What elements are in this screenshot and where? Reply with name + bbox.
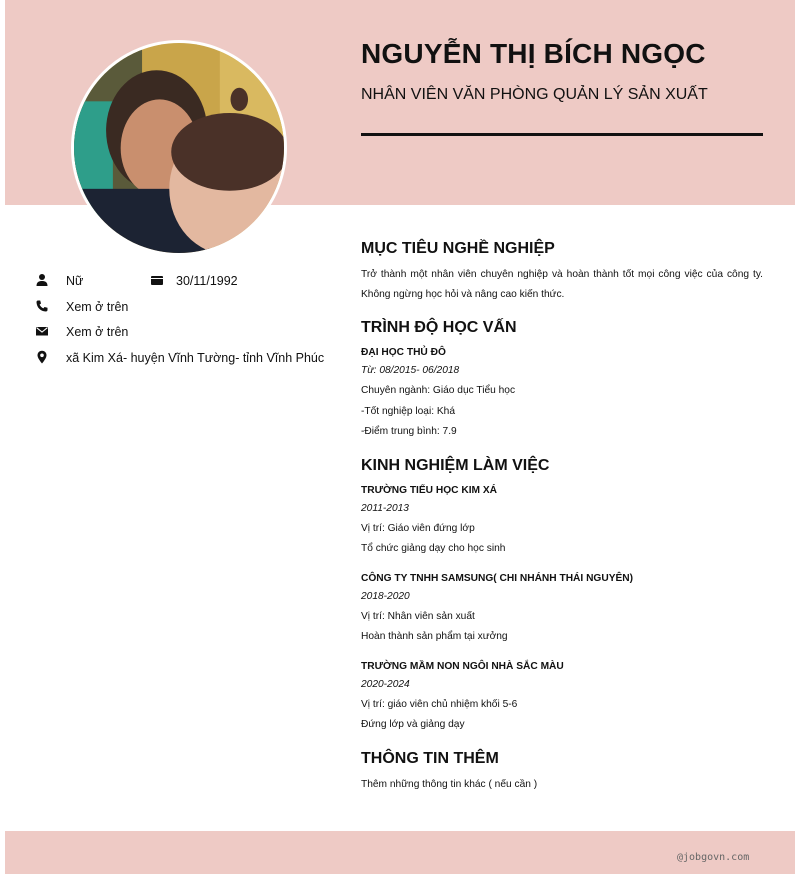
candidate-name: NGUYỄN THỊ BÍCH NGỌC: [361, 38, 706, 69]
education-period: Từ: 08/2015- 06/2018: [361, 365, 460, 376]
job-line: Đứng lớp và giảng dạy: [361, 719, 465, 730]
mail-icon: [35, 324, 49, 338]
job-org: TRƯỜNG MẦM NON NGÔI NHÀ SẮC MÀU: [361, 660, 564, 672]
gender-value: Nữ: [66, 274, 84, 288]
job-period: 2018-2020: [361, 590, 410, 602]
birthdate-value: 30/11/1992: [176, 274, 238, 288]
education-section: [361, 319, 763, 443]
profile-photo: [71, 40, 287, 256]
extra-heading: THÔNG TIN THÊM: [361, 749, 499, 767]
footer-brand: @jobgovn.com: [677, 852, 750, 863]
job-org: CÔNG TY TNHH SAMSUNG( CHI NHÁNH THÁI NGUYÊN): [361, 572, 634, 584]
experience-heading: KINH NGHIỆM LÀM VIỆC: [361, 456, 550, 474]
contact-row-address: [35, 348, 335, 374]
phone-value: Xem ở trên: [66, 299, 129, 314]
education-line: -Tốt nghiệp loại: Khá: [361, 405, 456, 417]
extra-text: Thêm những thông tin khác ( nếu cần ): [361, 778, 538, 790]
job-line: Vị trí: Giáo viên đứng lớp: [361, 522, 475, 534]
job-line: Vị trí: giáo viên chủ nhiệm khối 5-6: [361, 698, 518, 710]
experience-section: [361, 457, 763, 736]
job-line: Vị trí: Nhân viên sản xuất: [361, 610, 475, 622]
location-pin-icon: [35, 350, 49, 364]
candidate-title: NHÂN VIÊN VĂN PHÒNG QUẢN LÝ SẢN XUẤT: [361, 86, 708, 103]
job-entry: [361, 658, 763, 736]
job-entry: [361, 482, 763, 560]
extra-section: [361, 750, 763, 796]
title-divider: [361, 133, 763, 136]
job-period: 2020-2024: [361, 678, 410, 690]
education-heading: TRÌNH ĐỘ HỌC VẤN: [361, 319, 517, 336]
job-entry: [361, 570, 763, 648]
cv-page: [5, 0, 795, 874]
education-school: ĐẠI HỌC THỦ ĐÔ: [361, 347, 446, 358]
email-value: Xem ở trên: [66, 325, 129, 339]
calendar-icon: [150, 273, 164, 287]
address-value: xã Kim Xá- huyện Vĩnh Tường- tỉnh Vĩnh Phúc: [66, 350, 325, 365]
objective-section: [361, 240, 763, 305]
contact-row-phone: [35, 297, 335, 323]
job-line: Hoàn thành sản phẩm tại xưởng: [361, 631, 508, 642]
objective-text: Trở thành một nhân viên chuyên nghiệp và hoàn thành tốt mọi công việc của công ty. Không ngừng học hỏi và nâng cao kiến thức.: [361, 269, 763, 300]
main-content: [361, 240, 763, 809]
education-line: Chuyên ngành: Giáo dục Tiểu học: [361, 385, 516, 396]
objective-heading: MỤC TIÊU NGHỀ NGHIỆP: [361, 240, 555, 257]
contact-row-gender: [35, 271, 335, 297]
phone-icon: [35, 299, 49, 313]
person-icon: [35, 273, 49, 287]
education-line: -Điểm trung bình: 7.9: [361, 426, 457, 437]
contact-block: [35, 271, 335, 373]
job-line: Tổ chức giảng dạy cho học sinh: [361, 543, 506, 554]
job-org: TRƯỜNG TIỂU HỌC KIM XÁ: [361, 484, 497, 496]
job-period: 2011-2013: [361, 502, 409, 514]
contact-row-email: [35, 322, 335, 348]
